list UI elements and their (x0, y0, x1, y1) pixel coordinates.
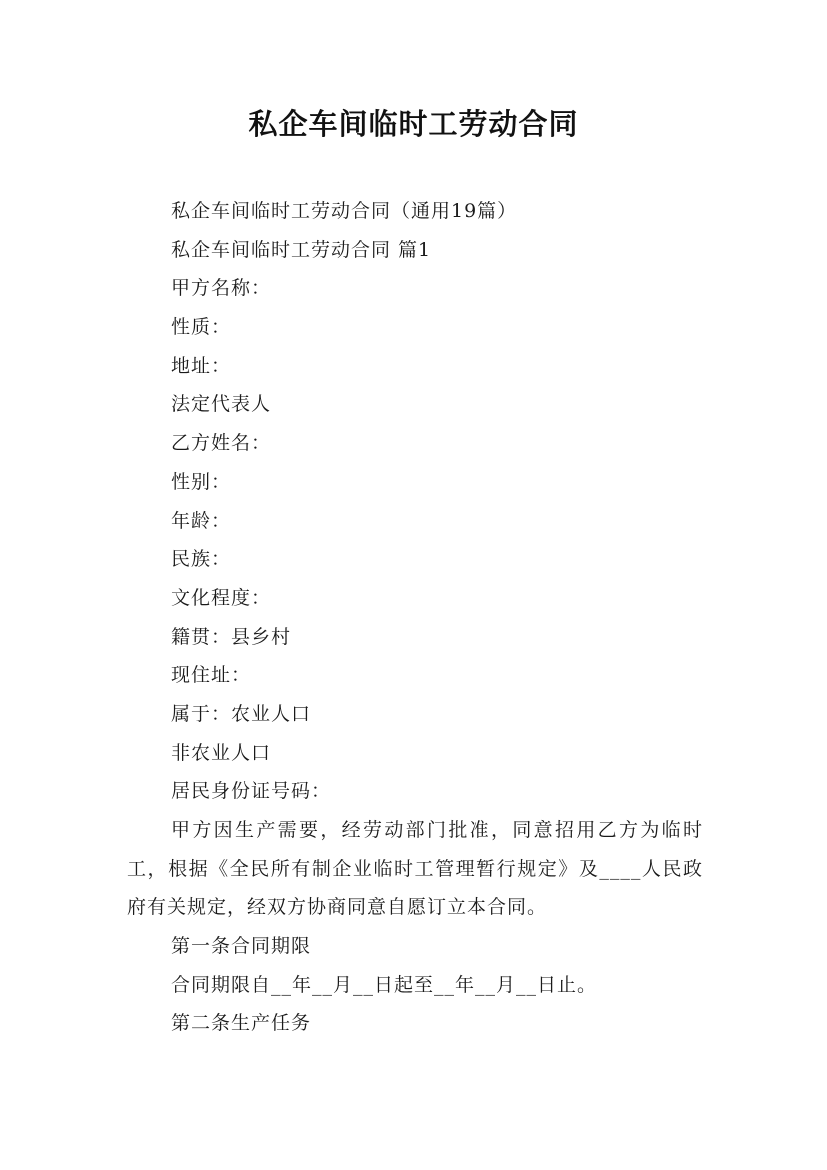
text-line: 第二条生产任务 (171, 1012, 312, 1035)
text-line: 私企车间临时工劳动合同（通用19篇） (171, 200, 518, 222)
text-line: 属于：农业人口 (171, 702, 312, 725)
text-line: 甲方名称： (171, 277, 272, 300)
text-line: 合同期限自__年__月__日起至__年__月__日止。 (171, 973, 598, 996)
text-line: 性质： (171, 316, 232, 339)
document-title: 私企车间临时工劳动合同 (248, 107, 579, 141)
text-line: 文化程度： (171, 586, 272, 609)
text-line: 性别： (171, 470, 232, 493)
text-line: 民族： (171, 548, 232, 571)
text-line: 居民身份证号码： (171, 780, 332, 803)
text-line: 现住址： (171, 664, 252, 687)
text-line: 地址： (171, 354, 232, 377)
text-line: 法定代表人 (171, 393, 272, 416)
text-line: 籍贯：县乡村 (171, 625, 292, 648)
document-body (127, 192, 703, 1043)
text-line: 非农业人口 (171, 741, 272, 764)
text-line: 私企车间临时工劳动合同 篇1 (171, 238, 432, 261)
text-line: 第一条合同期限 (171, 935, 312, 958)
body-paragraph: 甲方因生产需要，经劳动部门批准，同意招用乙方为临时工，根据《全民所有制企业临时工管理暂行规定》及____人民政府有关规定，经双方协商同意自愿订立本合同。 (127, 819, 703, 919)
text-line: 乙方姓名： (171, 432, 272, 455)
text-line: 年龄： (171, 509, 232, 532)
